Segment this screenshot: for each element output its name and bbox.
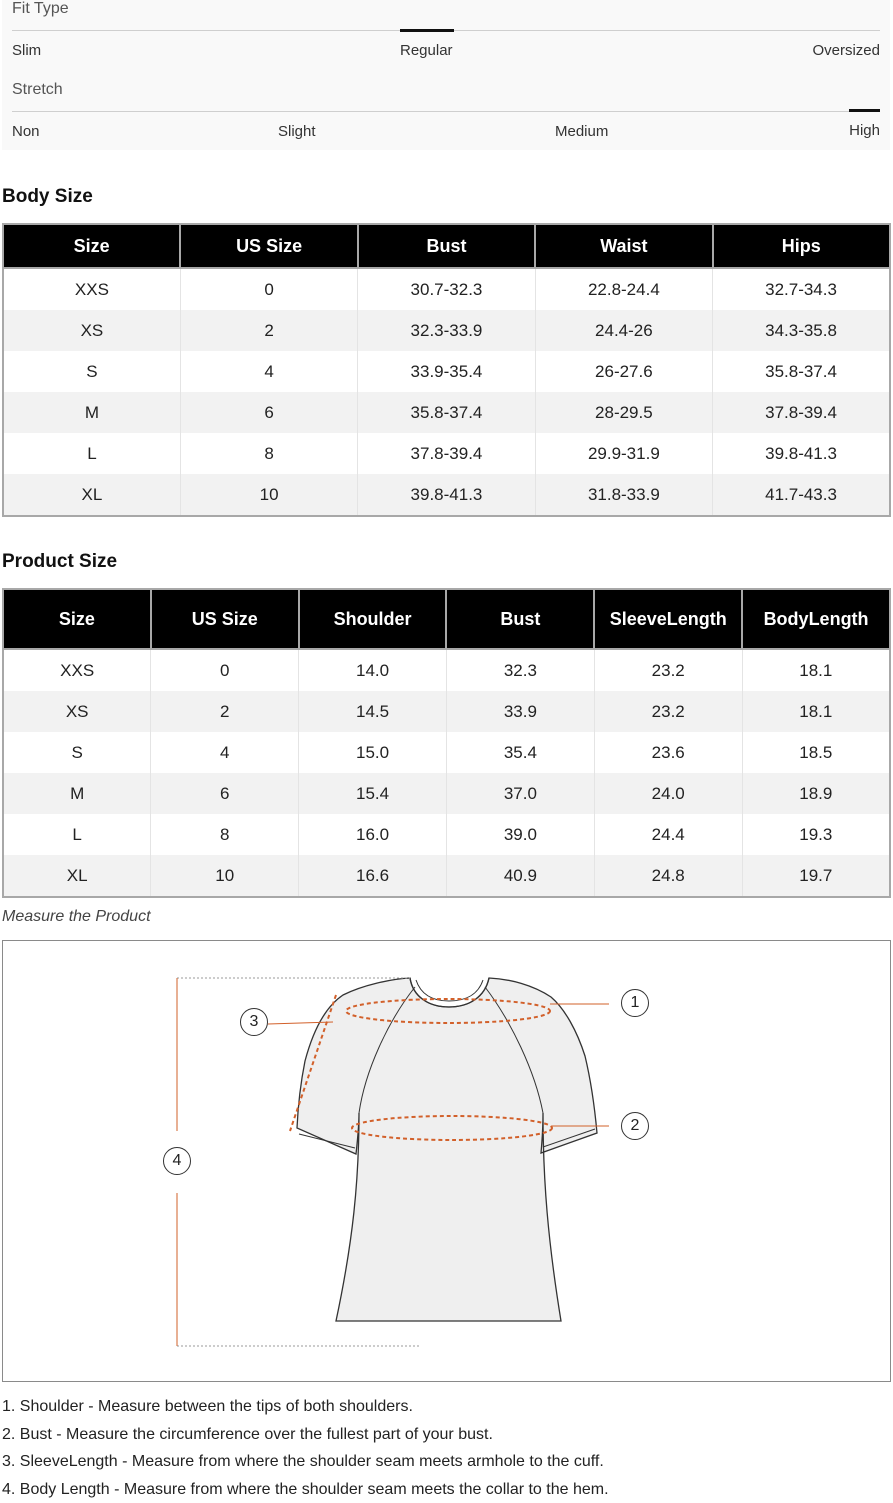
table-cell: 33.9-35.4: [358, 351, 535, 392]
table-cell: 2: [151, 691, 299, 732]
note-shoulder: 1. Shoulder - Measure between the tips of both shoulders.: [2, 1393, 882, 1421]
table-cell: 18.1: [742, 649, 890, 691]
table-cell: 24.0: [594, 773, 742, 814]
table-cell: 0: [180, 268, 357, 310]
table-cell: 23.2: [594, 649, 742, 691]
table-cell: 39.8-41.3: [713, 433, 890, 474]
measurement-diagram: [2, 940, 891, 1382]
table-cell: 19.7: [742, 855, 890, 897]
table-cell: 18.5: [742, 732, 890, 773]
table-cell: 22.8-24.4: [535, 268, 712, 310]
table-cell: 32.7-34.3: [713, 268, 890, 310]
body-size-table: [2, 223, 891, 517]
column-header: US Size: [151, 589, 299, 649]
table-cell: 2: [180, 310, 357, 351]
fit-type-label-regular: Regular: [400, 42, 453, 59]
fit-type-selected-marker: [400, 29, 454, 32]
table-cell: 23.6: [594, 732, 742, 773]
table-cell: 6: [151, 773, 299, 814]
stretch-label-slight: Slight: [278, 123, 316, 140]
table-row: [3, 268, 890, 310]
stretch-track: [12, 111, 880, 112]
table-cell: 31.8-33.9: [535, 474, 712, 516]
table-row: [3, 773, 890, 814]
table-cell: 8: [151, 814, 299, 855]
table-row: [3, 855, 890, 897]
table-cell: 18.9: [742, 773, 890, 814]
column-header: BodyLength: [742, 589, 890, 649]
callout-3: 3: [240, 1008, 268, 1036]
table-cell: XXS: [3, 268, 180, 310]
table-cell: 35.8-37.4: [713, 351, 890, 392]
column-header: Size: [3, 224, 180, 268]
table-cell: 16.0: [299, 814, 447, 855]
table-cell: 33.9: [446, 691, 594, 732]
table-cell: 24.4-26: [535, 310, 712, 351]
table-cell: 19.3: [742, 814, 890, 855]
fit-type-label-slim: Slim: [12, 42, 41, 59]
table-row: [3, 814, 890, 855]
note-sleeve-length: 3. SleeveLength - Measure from where the shoulder seam meets armhole to the cuff.: [2, 1448, 882, 1476]
table-row: [3, 310, 890, 351]
table-cell: 0: [151, 649, 299, 691]
table-cell: 41.7-43.3: [713, 474, 890, 516]
stretch-label-medium: Medium: [555, 123, 608, 140]
table-cell: XL: [3, 855, 151, 897]
table-cell: 37.8-39.4: [358, 433, 535, 474]
table-cell: M: [3, 392, 180, 433]
body-size-title: Body Size: [2, 186, 93, 208]
callout-2: 2: [621, 1112, 649, 1140]
table-cell: 15.0: [299, 732, 447, 773]
table-cell: 10: [180, 474, 357, 516]
table-cell: 8: [180, 433, 357, 474]
stretch-selected-marker: [849, 109, 880, 112]
column-header: SleeveLength: [594, 589, 742, 649]
table-cell: 37.8-39.4: [713, 392, 890, 433]
collar-inner-shape: [416, 980, 483, 1001]
table-cell: 23.2: [594, 691, 742, 732]
table-cell: 26-27.6: [535, 351, 712, 392]
measure-caption: Measure the Product: [2, 908, 151, 926]
table-row: [3, 351, 890, 392]
stretch-label-non: Non: [12, 123, 40, 140]
table-row: [3, 392, 890, 433]
column-header: Hips: [713, 224, 890, 268]
table-cell: 24.8: [594, 855, 742, 897]
table-row: [3, 433, 890, 474]
table-cell: 34.3-35.8: [713, 310, 890, 351]
column-header: Size: [3, 589, 151, 649]
table-cell: 29.9-31.9: [535, 433, 712, 474]
table-cell: 35.8-37.4: [358, 392, 535, 433]
table-row: [3, 691, 890, 732]
table-cell: S: [3, 732, 151, 773]
table-header-row: [3, 589, 890, 649]
table-cell: 39.0: [446, 814, 594, 855]
table-row: [3, 474, 890, 516]
table-cell: L: [3, 433, 180, 474]
column-header: Bust: [446, 589, 594, 649]
table-header-row: [3, 224, 890, 268]
column-header: Bust: [358, 224, 535, 268]
table-cell: XS: [3, 691, 151, 732]
column-header: US Size: [180, 224, 357, 268]
column-header: Waist: [535, 224, 712, 268]
table-cell: 39.8-41.3: [358, 474, 535, 516]
table-cell: 35.4: [446, 732, 594, 773]
table-cell: 16.6: [299, 855, 447, 897]
table-row: [3, 649, 890, 691]
table-row: [3, 732, 890, 773]
table-cell: 14.5: [299, 691, 447, 732]
tshirt-shape: [297, 978, 597, 1321]
table-cell: 6: [180, 392, 357, 433]
table-cell: 40.9: [446, 855, 594, 897]
tshirt-illustration: [3, 941, 890, 1381]
column-header: Shoulder: [299, 589, 447, 649]
table-cell: 32.3: [446, 649, 594, 691]
table-cell: XL: [3, 474, 180, 516]
note-body-length: 4. Body Length - Measure from where the shoulder seam meets the collar to the hem.: [2, 1476, 882, 1503]
stretch-label-high: High: [849, 122, 880, 139]
table-cell: 15.4: [299, 773, 447, 814]
product-size-title: Product Size: [2, 551, 117, 573]
table-cell: 28-29.5: [535, 392, 712, 433]
table-cell: XXS: [3, 649, 151, 691]
table-cell: 37.0: [446, 773, 594, 814]
table-cell: 32.3-33.9: [358, 310, 535, 351]
table-cell: 10: [151, 855, 299, 897]
callout-4: 4: [163, 1147, 191, 1175]
product-size-table: [2, 588, 891, 898]
table-cell: 4: [151, 732, 299, 773]
table-cell: 14.0: [299, 649, 447, 691]
table-cell: 18.1: [742, 691, 890, 732]
fit-type-title: Fit Type: [12, 0, 69, 18]
stretch-title: Stretch: [12, 81, 63, 99]
measurement-notes: [2, 1393, 882, 1503]
table-cell: XS: [3, 310, 180, 351]
fit-stretch-panel: [2, 0, 890, 150]
note-bust: 2. Bust - Measure the circumference over the fullest part of your bust.: [2, 1421, 882, 1449]
table-cell: 30.7-32.3: [358, 268, 535, 310]
table-cell: M: [3, 773, 151, 814]
fit-type-label-oversized: Oversized: [812, 42, 880, 59]
table-cell: 24.4: [594, 814, 742, 855]
callout-1: 1: [621, 989, 649, 1017]
table-cell: 4: [180, 351, 357, 392]
table-cell: S: [3, 351, 180, 392]
table-cell: L: [3, 814, 151, 855]
